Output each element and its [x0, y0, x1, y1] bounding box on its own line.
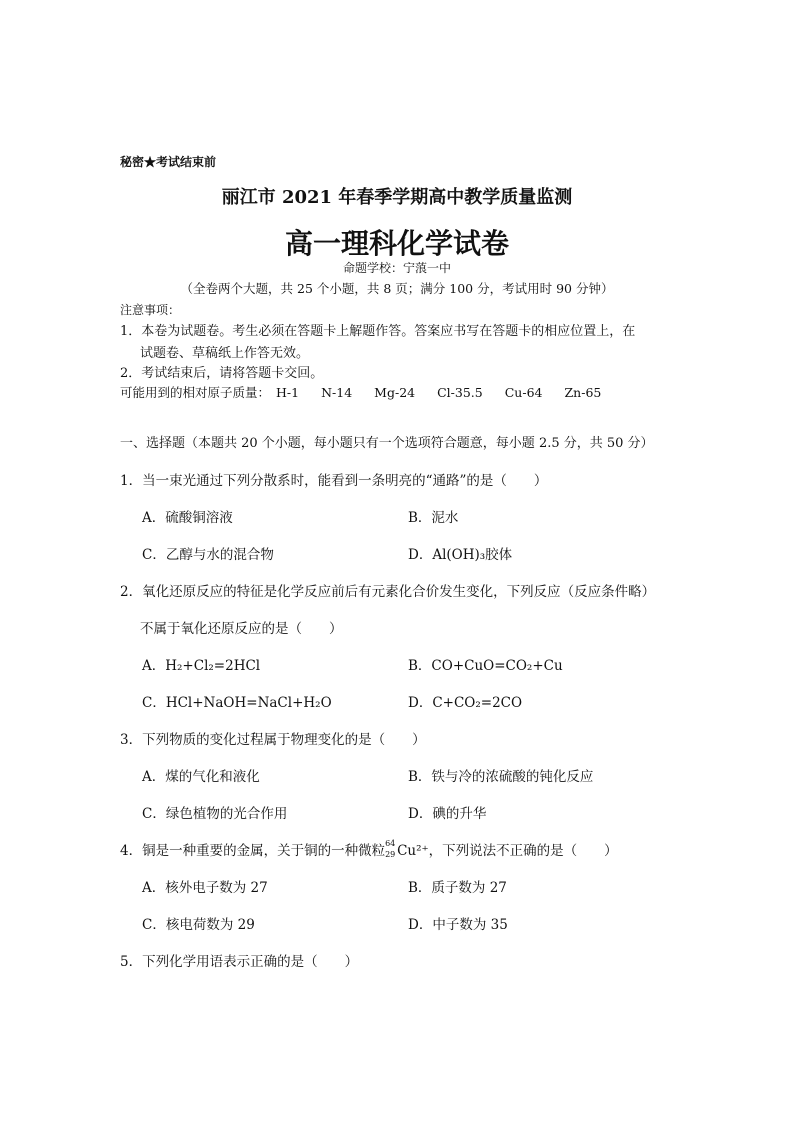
exam-title-line2: 高一理科化学试卷	[284, 227, 509, 260]
question-1-stem: 1．当一束光通过下列分散系时，能看到一条明亮的“通路”的是（ ）	[120, 473, 548, 489]
notice-item-1-cont: 试题卷、草稿纸上作答无效。	[140, 346, 310, 361]
isotope-atomic-number: 29	[385, 850, 396, 859]
question-4-option-a: A．核外电子数为 27	[142, 880, 268, 896]
atomic-mass: Mg-24	[374, 385, 416, 400]
question-3-option-a: A．煤的气化和液化	[142, 769, 260, 785]
question-1-option-c: C．乙醇与水的混合物	[142, 547, 274, 563]
exam-title-line1: 丽江市 2021 年春季学期高中教学质量监测	[221, 187, 573, 208]
question-2-option-b: B．CO+CuO=CO₂+Cu	[408, 658, 563, 674]
section-1-heading: 一、选择题（本题共 20 个小题，每小题只有一个选项符合题意，每小题 2.5 分，共 50 分）	[120, 436, 654, 451]
question-1-option-a: A．硫酸铜溶液	[142, 510, 233, 526]
question-2-stem-cont: 不属于氧化还原反应的是（ ）	[140, 621, 343, 637]
secret-label: 秘密★考试结束前	[120, 155, 217, 169]
question-4-option-c: C．核电荷数为 29	[142, 917, 255, 933]
question-3-stem: 3．下列物质的变化过程属于物理变化的是（ ）	[120, 732, 426, 748]
question-5-stem: 5．下列化学用语表示正确的是（ ）	[120, 954, 359, 970]
isotope-mass-number: 64	[385, 839, 396, 848]
question-2-option-d: D．C+CO₂=2CO	[408, 695, 523, 711]
question-4-option-d: D．中子数为 35	[408, 917, 508, 933]
atomic-mass: Zn-65	[564, 385, 602, 400]
question-4-stem-post: ，下列说法不正确的是（ ）	[428, 843, 618, 859]
isotope-symbol: Cu²⁺	[397, 843, 429, 859]
atomic-mass: H-1	[276, 385, 300, 400]
notice-item-1: 1．本卷为试题卷。考生必须在答题卡上解题作答。答案应书写在答题卡的相应位置上，在	[120, 324, 636, 339]
atomic-mass: Cl-35.5	[437, 385, 483, 400]
question-4-stem	[120, 839, 618, 859]
exam-summary: （全卷两个大题，共 25 个小题，共 8 页；满分 100 分，考试用时 90 分钟）	[180, 281, 614, 296]
question-3-option-d: D．碘的升华	[408, 806, 487, 822]
atomic-mass: N-14	[321, 385, 353, 400]
atomic-mass: Cu-64	[504, 385, 543, 400]
notice-item-2: 2．考试结束后，请将答题卡交回。	[120, 366, 324, 381]
question-1-option-d: D．Al(OH)₃胶体	[408, 547, 513, 563]
proposing-school: 命题学校：宁蒗一中	[342, 261, 451, 275]
question-2-option-c: C．HCl+NaOH=NaCl+H₂O	[142, 695, 332, 711]
question-3-option-b: B．铁与冷的浓硫酸的钝化反应	[408, 769, 594, 785]
question-4-option-b: B．质子数为 27	[408, 880, 507, 896]
question-3-option-c: C．绿色植物的光合作用	[142, 806, 288, 822]
question-2-option-a: A．H₂+Cl₂=2HCl	[142, 658, 261, 674]
atomic-masses-label: 可能用到的相对原子质量：	[120, 385, 271, 400]
atomic-masses	[120, 383, 623, 401]
isotope-notation	[385, 839, 397, 859]
question-2-stem: 2．氧化还原反应的特征是化学反应前后有元素化合价发生变化，下列反应（反应条件略）	[120, 584, 656, 600]
question-1-option-b: B．泥水	[408, 510, 459, 526]
notice-heading: 注意事项：	[120, 303, 181, 317]
question-4-stem-pre: 4．铜是一种重要的金属，关于铜的一种微粒	[120, 843, 386, 859]
